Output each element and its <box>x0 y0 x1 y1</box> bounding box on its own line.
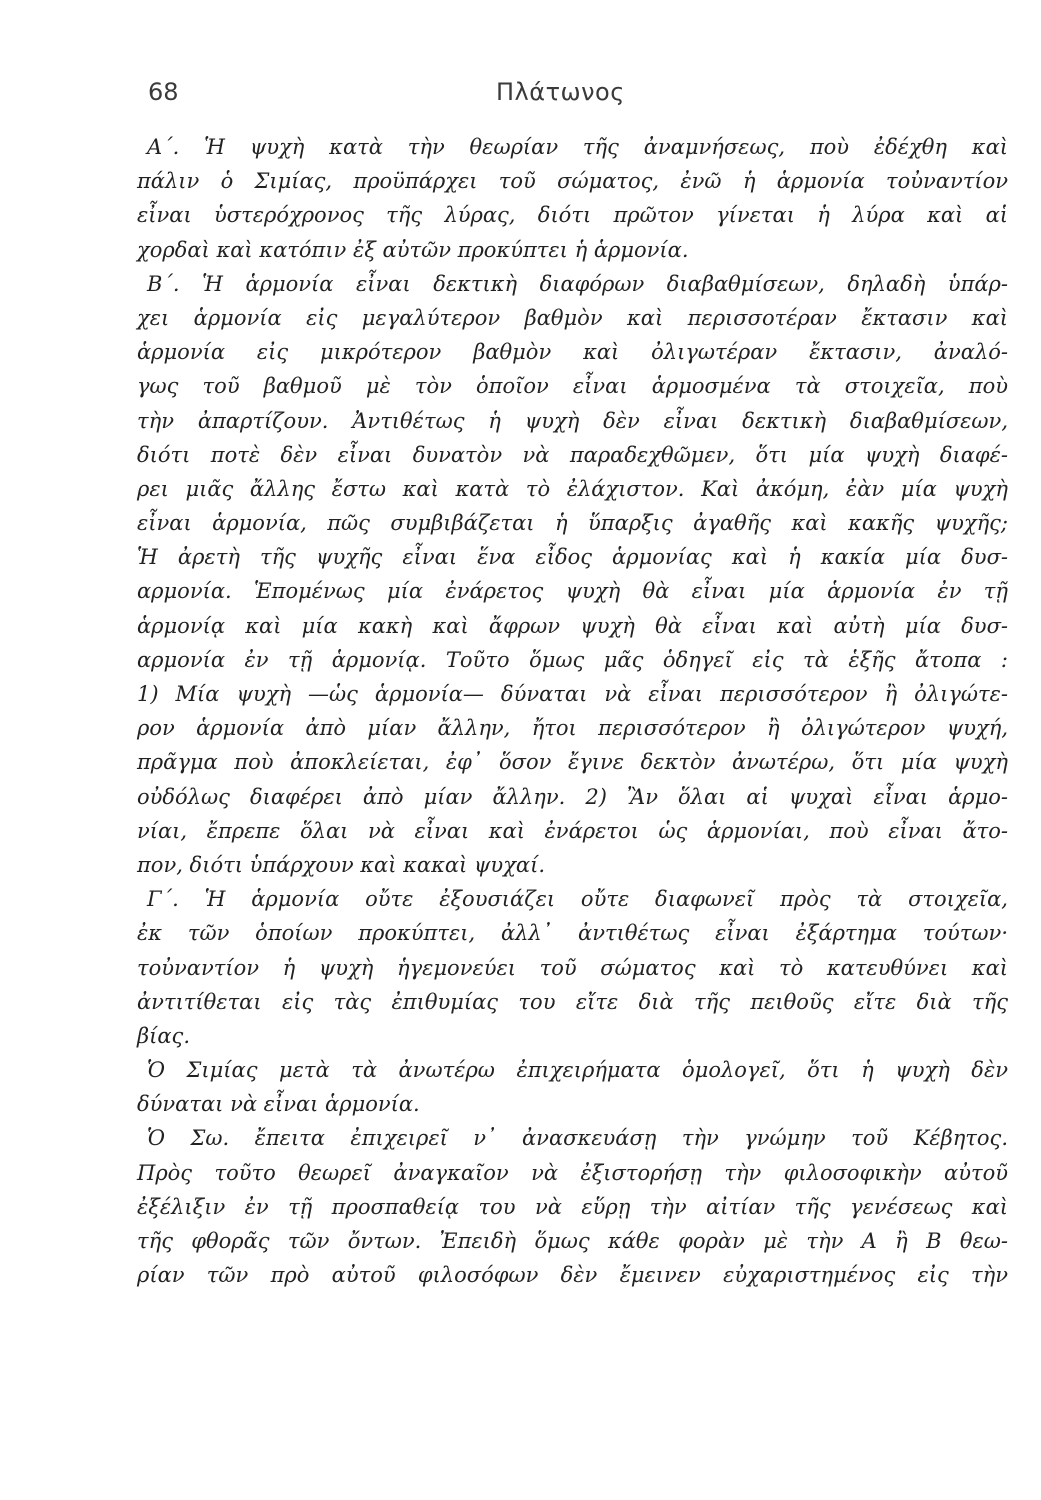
text-line: A΄. Ἡ ψυχὴ κατὰ τὴν θεωρίαν τῆς ἀναμνήσεως, ποὺ ἐδέχθη καὶ <box>147 135 1008 159</box>
text-line: ρει μιᾶς ἄλλης ἔστω καὶ κατὰ τὸ ἐλάχιστον. Καὶ ἀκόμη, ἐὰν μία ψυχὴ <box>137 476 1008 501</box>
page-header <box>0 78 1041 118</box>
text-line: B΄. Ἡ ἁρμονία εἶναι δεκτικὴ διαφόρων διαβαθμίσεων, δηλαδὴ ὑπάρ- <box>147 271 1008 296</box>
text-line: ἁρμονίᾳ καὶ μία κακὴ καὶ ἄφρων ψυχὴ θὰ εἶναι καὶ αὐτὴ μία δυσ- <box>137 613 1008 638</box>
text-line: γως τοῦ βαθμοῦ μὲ τὸν ὁποῖον εἶναι ἁρμοσμένα τὰ στοιχεῖα, ποὺ <box>137 374 1008 399</box>
text-line: διότι ποτὲ δὲν εἶναι δυνατὸν νὰ παραδεχθῶμεν, ὅτι μία ψυχὴ διαφέ- <box>137 442 1008 467</box>
text-line: Πρὸς τοῦτο θεωρεῖ ἀναγκαῖον νὰ ἐξιστορήσῃ τὴν φιλοσοφικὴν αὐτοῦ <box>137 1160 1008 1185</box>
text-line: δύναται νὰ εἶναι ἁρμονία. <box>137 1092 420 1117</box>
text-line: βίας. <box>137 1023 190 1048</box>
text-line: ἐξέλιξιν ἐν τῇ προσπαθείᾳ του νὰ εὕρῃ τὴν αἰτίαν τῆς γενέσεως καὶ <box>137 1194 1008 1219</box>
page-number: 68 <box>148 78 179 106</box>
text-line: Ἡ ἀρετὴ τῆς ψυχῆς εἶναι ἕνα εἶδος ἁρμονίας καὶ ἡ κακία μία δυσ- <box>137 545 1008 570</box>
text-line: τὴν ἀπαρτίζουν. Ἀντιθέτως ἡ ψυχὴ δὲν εἶναι δεκτικὴ διαβαθμίσεων, <box>137 408 1008 433</box>
text-line: χορδαὶ καὶ κατόπιν ἐξ αὐτῶν προκύπτει ἡ ἁρμονία. <box>137 237 689 262</box>
body-text <box>137 130 1008 1292</box>
text-line: ἐκ τῶν ὁποίων προκύπτει, ἀλλ᾽ ἀντιθέτως εἶναι ἐξάρτημα τούτων· <box>137 921 1008 946</box>
text-line: ρίαν τῶν πρὸ αὐτοῦ φιλοσόφων δὲν ἔμεινεν εὐχαριστημένος εἰς τὴν <box>137 1263 1008 1288</box>
text-line: ἀντιτίθεται εἰς τὰς ἐπιθυμίας του εἴτε διὰ τῆς πειθοῦς εἴτε διὰ τῆς <box>137 989 1008 1014</box>
text-line: νίαι, ἔπρεπε ὅλαι νὰ εἶναι καὶ ἐνάρετοι ὡς ἁρμονίαι, ποὺ εἶναι ἄτο- <box>137 818 1008 843</box>
running-head: Πλάτωνος <box>496 78 625 106</box>
text-line: Ὁ Σιμίας μετὰ τὰ ἀνωτέρω ἐπιχειρήματα ὁμολογεῖ, ὅτι ἡ ψυχὴ δὲν <box>147 1058 1008 1083</box>
text-line: αρμονία. Ἑπομένως μία ἐνάρετος ψυχὴ θὰ εἶναι μία ἁρμονία ἐν τῇ <box>137 579 1008 604</box>
text-line: χει ἁρμονία εἰς μεγαλύτερον βαθμὸν καὶ περισσοτέραν ἔκτασιν καὶ <box>137 305 1008 330</box>
text-line: αρμονία ἐν τῇ ἁρμονίᾳ. Τοῦτο ὅμως μᾶς ὁδηγεῖ εἰς τὰ ἑξῆς ἄτοπα : <box>137 647 1008 672</box>
text-line: ρον ἁρμονία ἀπὸ μίαν ἄλλην, ἤτοι περισσότερον ἢ ὀλιγώτερον ψυχή, <box>137 716 1008 741</box>
text-line: ἁρμονία εἰς μικρότερον βαθμὸν καὶ ὀλιγωτέραν ἔκτασιν, ἀναλό- <box>137 340 1008 365</box>
text-line: 1) Μία ψυχὴ —ὡς ἁρμονία— δύναται νὰ εἶναι περισσότερον ἢ ὀλιγώτε- <box>137 682 1008 706</box>
text-line: πρᾶγμα ποὺ ἀποκλείεται, ἐφ᾽ ὅσον ἔγινε δεκτὸν ἀνωτέρω, ὅτι μία ψυχὴ <box>137 750 1008 775</box>
text-line: οὐδόλως διαφέρει ἀπὸ μίαν ἄλλην. 2) Ἂν ὅλαι αἱ ψυχαὶ εἶναι ἁρμο- <box>137 784 1008 809</box>
text-line: Γ΄. Ἡ ἁρμονία οὔτε ἐξουσιάζει οὔτε διαφωνεῖ πρὸς τὰ στοιχεῖα, <box>147 887 1008 912</box>
text-line: πον, διότι ὑπάρχουν καὶ κακαὶ ψυχαί. <box>137 852 546 877</box>
text-line: τοὐναντίον ἡ ψυχὴ ἡγεμονεύει τοῦ σώματος καὶ τὸ κατευθύνει καὶ <box>137 955 1008 980</box>
text-line: εἶναι ἁρμονία, πῶς συμβιβάζεται ἡ ὕπαρξις ἀγαθῆς καὶ κακῆς ψυχῆς; <box>137 511 1008 536</box>
text-line: Ὁ Σω. ἔπειτα ἐπιχειρεῖ ν᾽ ἀνασκευάσῃ τὴν γνώμην τοῦ Κέβητος. <box>147 1126 1008 1151</box>
text-line: τῆς φθορᾶς τῶν ὄντων. Ἐπειδὴ ὅμως κάθε φορὰν μὲ τὴν Α ἢ Β θεω- <box>137 1229 1008 1253</box>
text-line: πάλιν ὁ Σιμίας, προϋπάρχει τοῦ σώματος, ἐνῶ ἡ ἁρμονία τοὐναντίον <box>137 169 1008 194</box>
text-line: εἶναι ὑστερόχρονος τῆς λύρας, διότι πρῶτον γίνεται ἡ λύρα καὶ αἱ <box>137 203 1008 228</box>
